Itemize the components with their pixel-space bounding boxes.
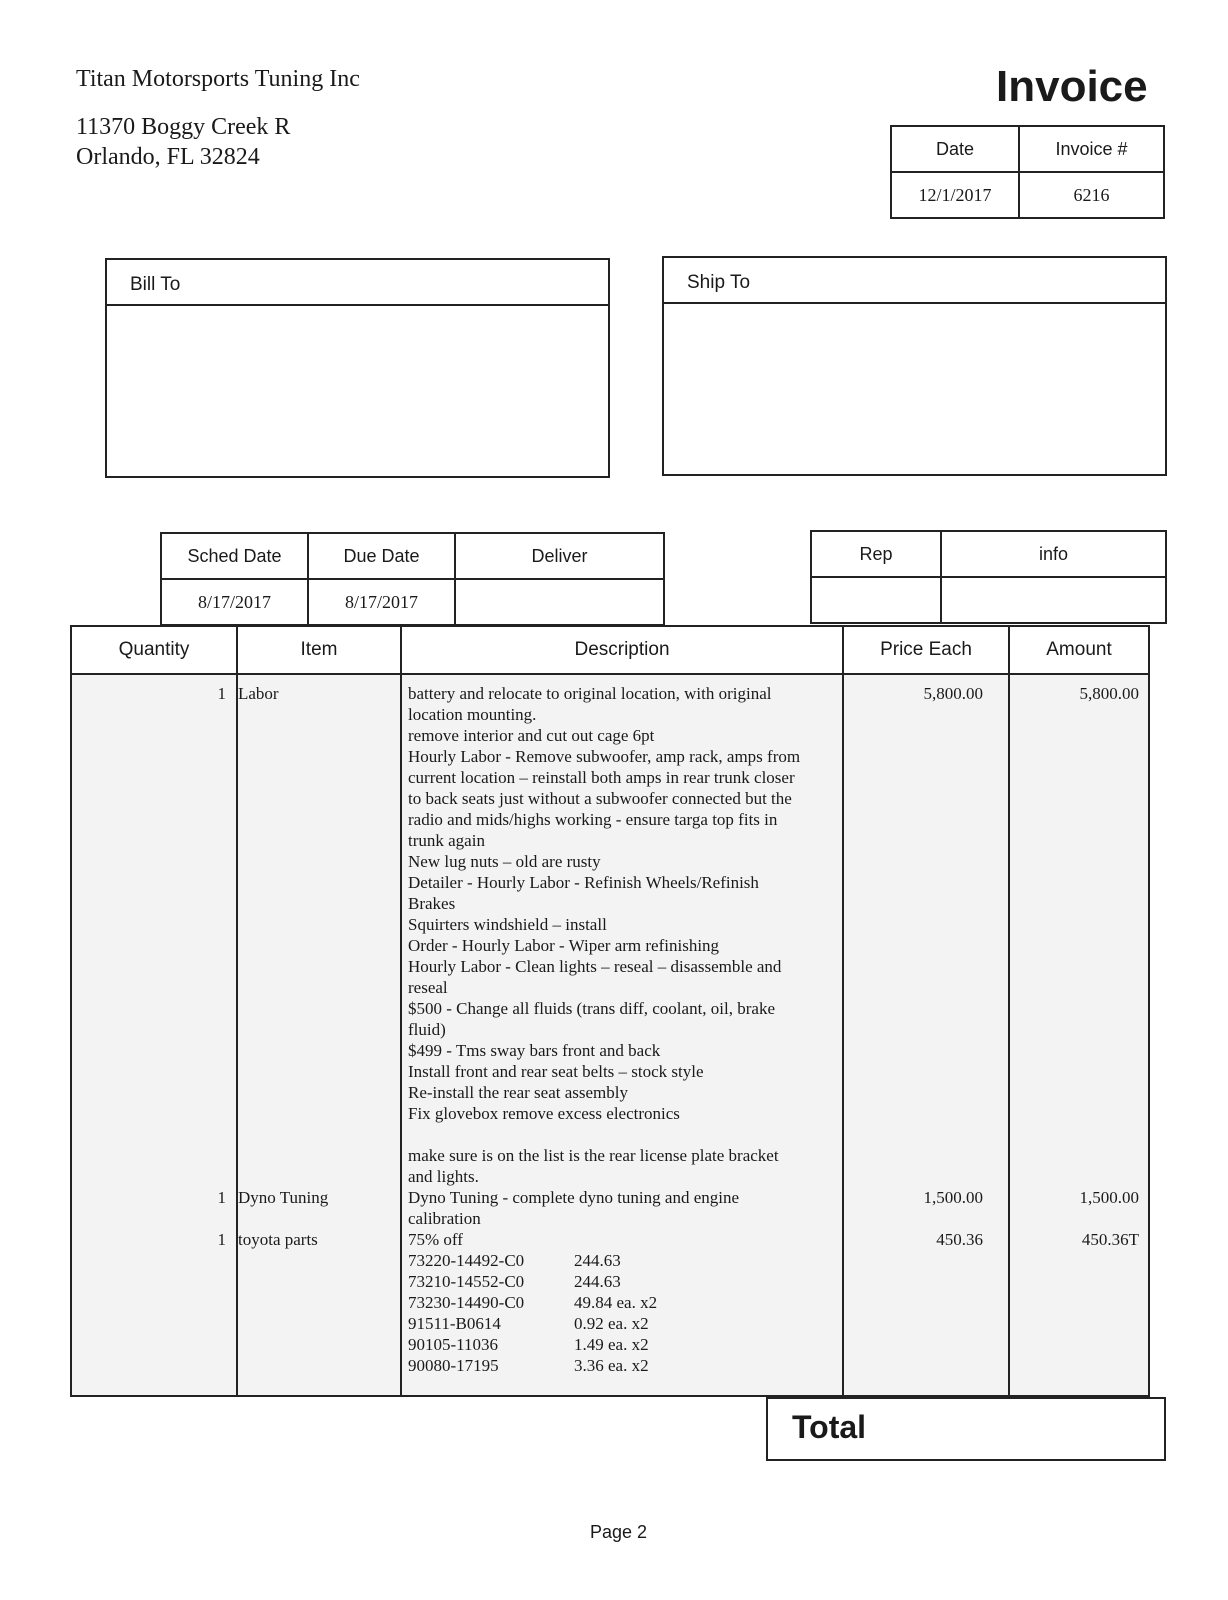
info-label: info	[941, 531, 1166, 577]
row-item: toyota parts	[238, 1230, 318, 1249]
description-line: reseal	[408, 978, 448, 997]
header-price-each: Price Each	[844, 627, 1008, 673]
invoice-number: 6216	[1019, 172, 1164, 218]
row-price-each: 5,800.00	[923, 684, 983, 703]
description-line: Re-install the rear seat assembly	[408, 1083, 628, 1102]
description-line: $500 - Change all fluids (trans diff, coolant, oil, brake	[408, 999, 775, 1018]
row-item: Dyno Tuning	[238, 1188, 329, 1207]
header-amount: Amount	[1010, 627, 1148, 673]
row-amount: 1,500.00	[1079, 1188, 1139, 1207]
description-line: Order - Hourly Labor - Wiper arm refinishing	[408, 936, 720, 955]
company-address-line2: Orlando, FL 32824	[76, 144, 260, 170]
part-number: 73230-14490-C0	[408, 1293, 525, 1312]
part-number: 91511-B0614	[408, 1314, 501, 1333]
invoice-info-table	[890, 125, 1165, 219]
part-price: 3.36 ea. x2	[574, 1356, 649, 1375]
row-quantity: 1	[217, 684, 226, 703]
rep-info-table	[810, 530, 1167, 624]
row-description	[408, 683, 828, 1187]
deliver-label: Deliver	[455, 533, 664, 579]
header-item: Item	[238, 627, 400, 673]
due-date-label: Due Date	[308, 533, 455, 579]
bill-to-label: Bill To	[107, 260, 608, 306]
part-price: 1.49 ea. x2	[574, 1335, 649, 1354]
part-number: 90105-11036	[408, 1335, 499, 1354]
sched-date: 8/17/2017	[161, 579, 308, 625]
bill-to-box	[105, 258, 610, 478]
description-line: current location – reinstall both amps in rear trunk closer	[408, 768, 795, 787]
row-amount: 5,800.00	[1079, 684, 1139, 703]
description-line: Install front and rear seat belts – stock style	[408, 1062, 704, 1081]
total-box	[766, 1397, 1166, 1461]
description-line: New lug nuts – old are rusty	[408, 852, 601, 871]
row-quantity: 1	[217, 1188, 226, 1207]
row-description	[408, 1229, 828, 1376]
description-line: Hourly Labor - Remove subwoofer, amp rack, amps from	[408, 747, 801, 766]
info-value	[941, 577, 1166, 623]
description-line: make sure is on the list is the rear license plate bracket	[408, 1146, 779, 1165]
description-line: fluid)	[408, 1020, 446, 1039]
description-line: and lights.	[408, 1167, 479, 1186]
row-price-each: 1,500.00	[923, 1188, 983, 1207]
description-line: radio and mids/highs working - ensure targa top fits in	[408, 810, 778, 829]
ship-to-label: Ship To	[664, 258, 1165, 304]
total-label: Total	[792, 1409, 867, 1445]
row-description	[408, 1187, 828, 1229]
due-date: 8/17/2017	[308, 579, 455, 625]
description-line: battery and relocate to original location, with original	[408, 684, 772, 703]
description-line: trunk again	[408, 831, 485, 850]
header-description: Description	[402, 627, 842, 673]
rep-value	[811, 577, 941, 623]
description-line: Detailer - Hourly Labor - Refinish Wheels/Refinish	[408, 873, 759, 892]
page-number: Page 2	[590, 1522, 648, 1542]
company-address-line1: 11370 Boggy Creek R	[76, 114, 291, 140]
description-line	[408, 1124, 828, 1145]
description-line: to back seats just without a subwoofer connected but the	[408, 789, 792, 808]
document-title: Invoice	[996, 62, 1148, 111]
part-price: 244.63	[574, 1251, 621, 1270]
description-line: Dyno Tuning - complete dyno tuning and engine	[408, 1188, 740, 1207]
row-item: Labor	[238, 684, 279, 703]
row-amount: 450.36T	[1081, 1230, 1139, 1249]
invoice-number-label: Invoice #	[1019, 126, 1164, 172]
deliver-value	[455, 579, 664, 625]
part-number: 90080-17195	[408, 1356, 499, 1375]
description-line: location mounting.	[408, 705, 537, 724]
part-price: 49.84 ea. x2	[574, 1293, 658, 1312]
part-price: 244.63	[574, 1272, 621, 1291]
part-number: 73210-14552-C0	[408, 1272, 525, 1291]
schedule-table	[160, 532, 665, 626]
description-line: Squirters windshield – install	[408, 915, 607, 934]
date-label: Date	[891, 126, 1019, 172]
description-line: calibration	[408, 1209, 481, 1228]
header-quantity: Quantity	[72, 627, 236, 673]
description-line: Hourly Labor - Clean lights – reseal – disassemble and	[408, 957, 782, 976]
description-line: 75% off	[408, 1230, 463, 1249]
company-name: Titan Motorsports Tuning Inc	[76, 66, 360, 92]
rep-label: Rep	[811, 531, 941, 577]
description-line: Brakes	[408, 894, 456, 913]
line-items-table	[70, 625, 1150, 1397]
part-price: 0.92 ea. x2	[574, 1314, 649, 1333]
sched-date-label: Sched Date	[161, 533, 308, 579]
ship-to-box	[662, 256, 1167, 476]
description-line: $499 - Tms sway bars front and back	[408, 1041, 661, 1060]
part-number: 73220-14492-C0	[408, 1251, 525, 1270]
description-line: remove interior and cut out cage 6pt	[408, 726, 655, 745]
parts-list	[408, 1250, 828, 1376]
invoice-date: 12/1/2017	[891, 172, 1019, 218]
row-quantity: 1	[217, 1230, 226, 1249]
row-price-each: 450.36	[936, 1230, 983, 1249]
description-line: Fix glovebox remove excess electronics	[408, 1104, 680, 1123]
